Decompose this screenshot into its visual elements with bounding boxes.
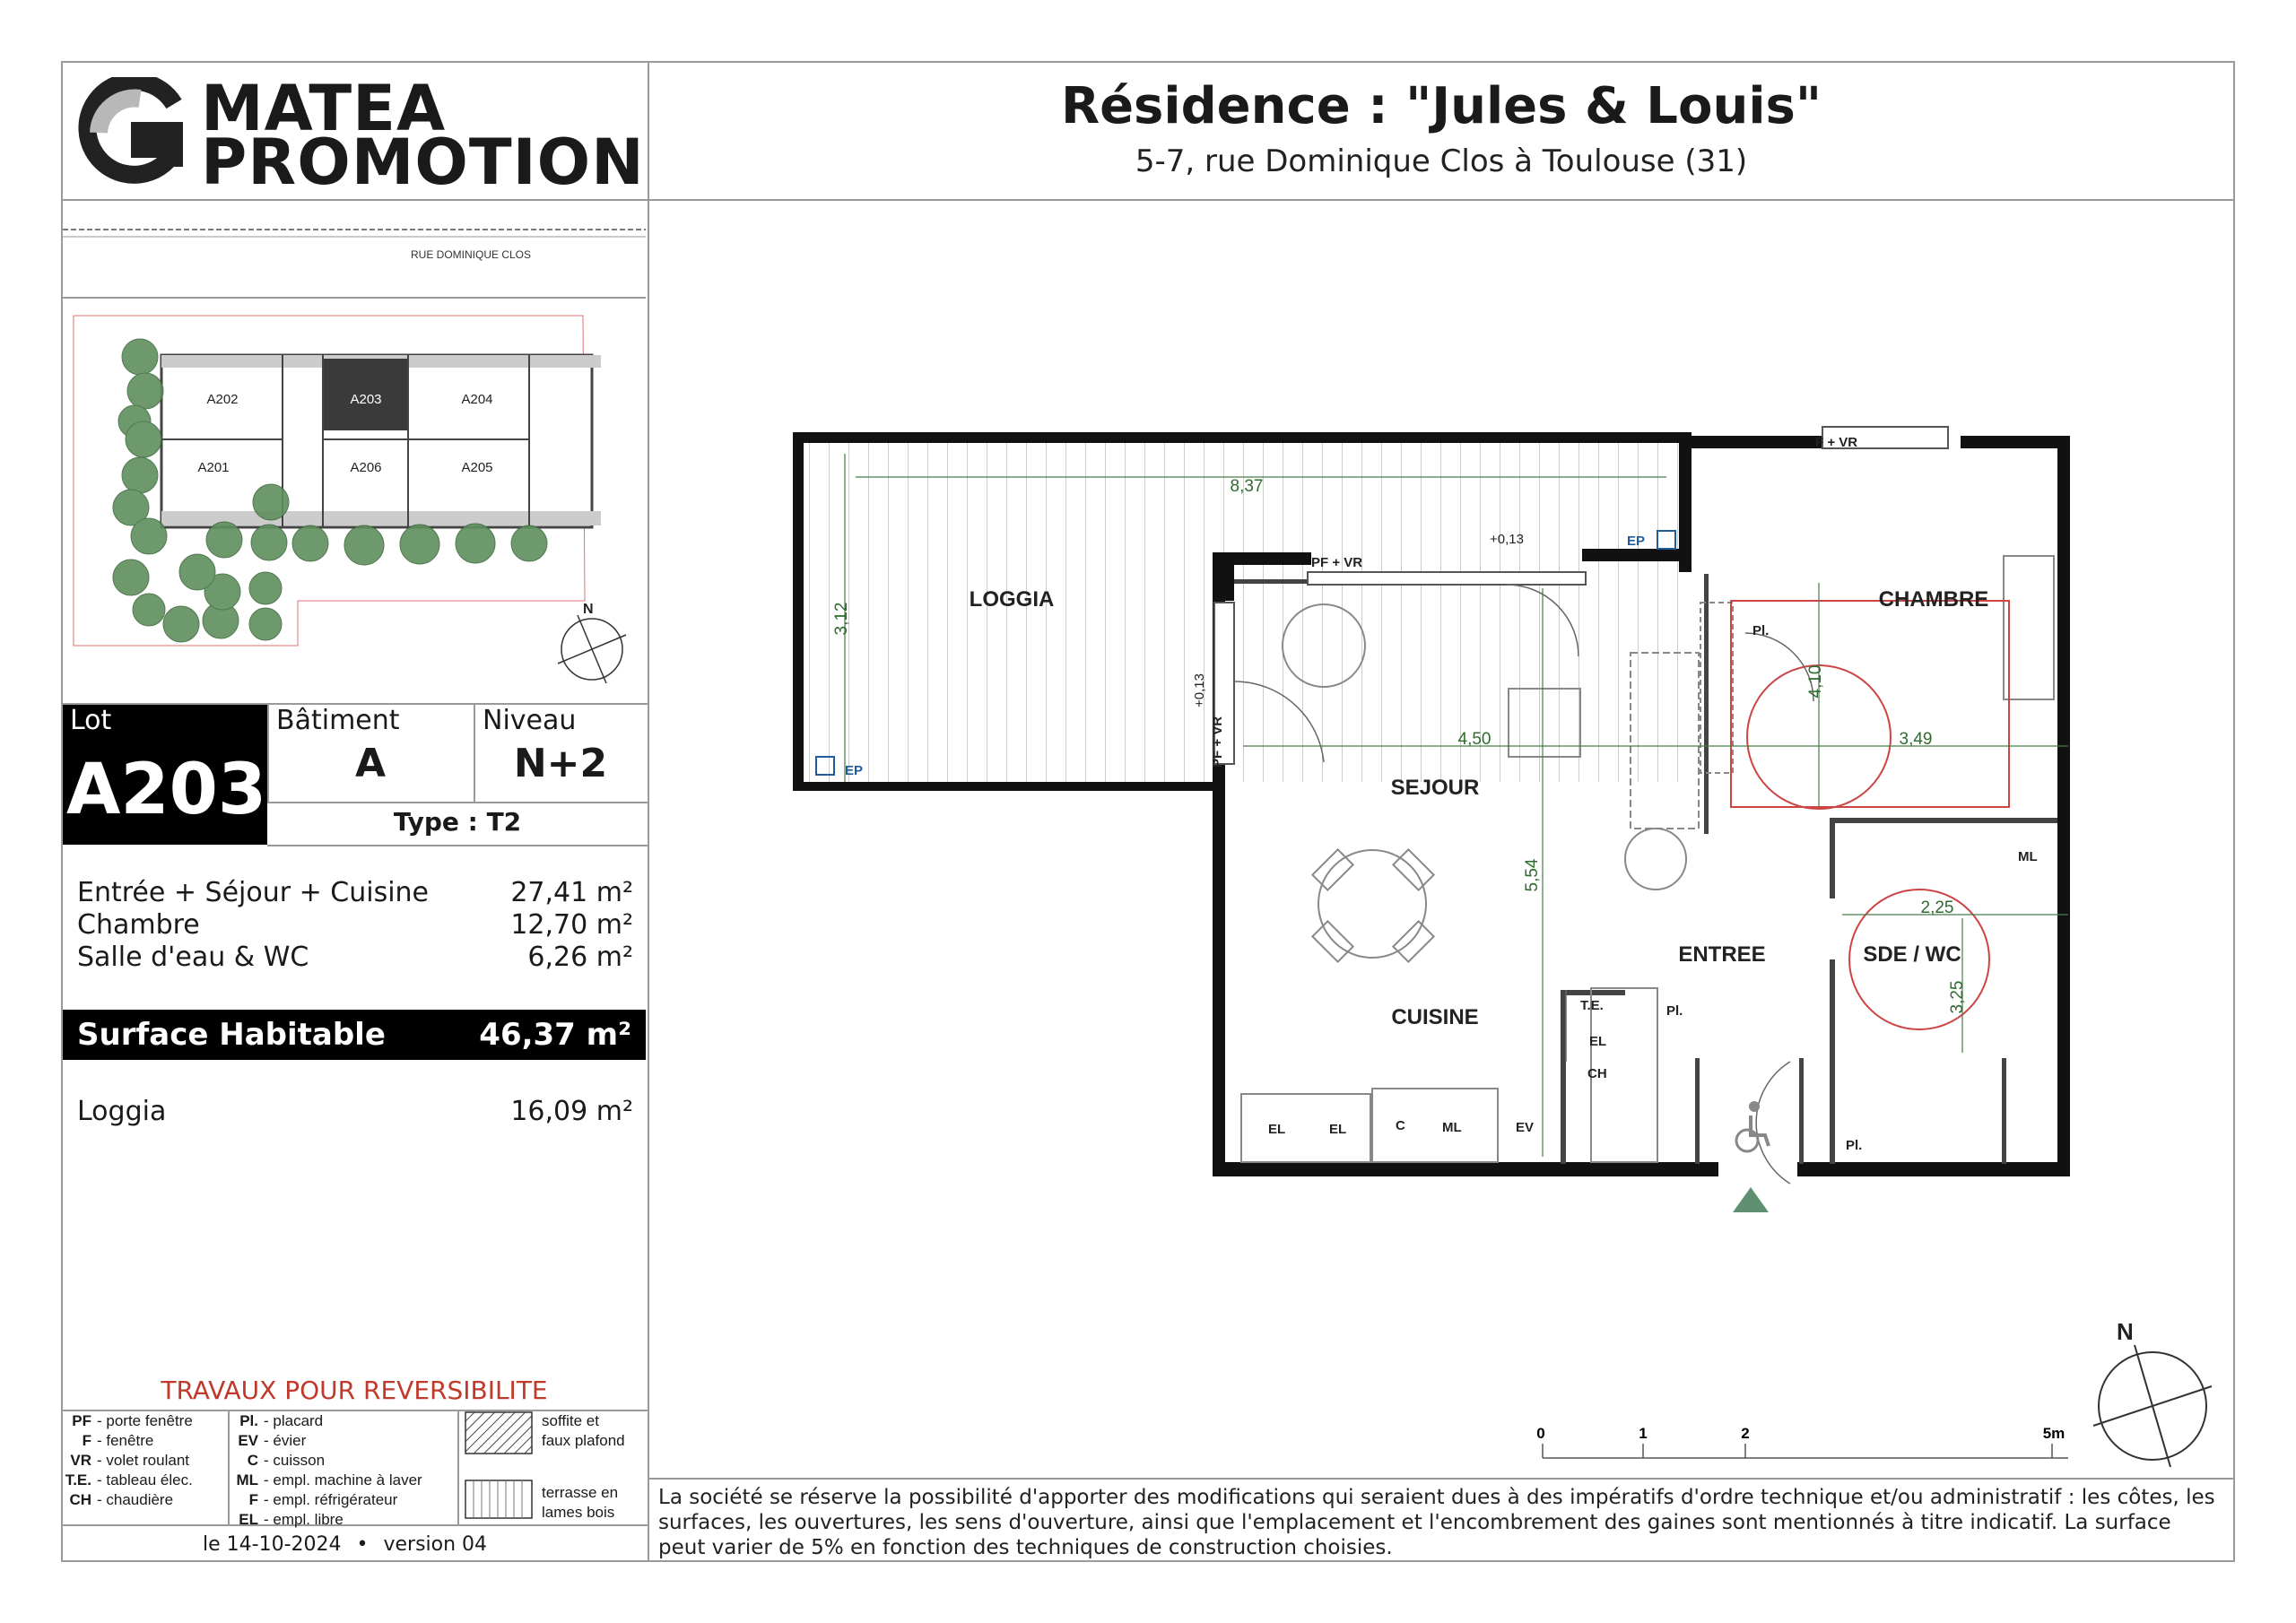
hatch-swatch-icon	[465, 1411, 533, 1454]
disclaimer-divider	[648, 1478, 2235, 1480]
hatch-label	[542, 1411, 625, 1451]
footer-date-version	[203, 1533, 487, 1556]
brand-line-2: PROMOTION	[201, 126, 645, 199]
room-sde: SDE / WC	[1863, 942, 1961, 967]
legend-divider-2	[457, 1410, 459, 1524]
label-ep-2: EP	[845, 763, 864, 778]
label-ml-2: ML	[2018, 849, 2038, 864]
legend-col-1	[65, 1411, 226, 1510]
legend-item: ML - empl. machine à laver	[236, 1471, 422, 1488]
lot-divider-3	[267, 802, 648, 803]
legend-item: T.E. - tableau élec.	[65, 1471, 193, 1488]
accessibility-icon	[1736, 1101, 1769, 1151]
label-te: T.E.	[1580, 998, 1604, 1013]
deck-swatch-icon	[465, 1480, 533, 1519]
site-north-icon	[558, 602, 626, 683]
brand-logo	[77, 72, 645, 199]
label-el-ch-2: CH	[1587, 1066, 1607, 1081]
north-label: N	[2117, 1318, 2134, 1345]
dim-level-1: +0,13	[1490, 532, 1524, 547]
footer-bullet: •	[356, 1533, 369, 1556]
residence-address: 5-7, rue Dominique Clos à Toulouse (31)	[1135, 143, 1748, 179]
surface-value: 27,41 m²	[510, 877, 633, 908]
label-c: C	[1396, 1118, 1405, 1133]
dim-chambre-h: 4,10	[1806, 664, 1825, 699]
site-lot-a202: A202	[206, 392, 239, 407]
dim-sde-h: 3,25	[1948, 980, 1967, 1014]
legend-item: VR - volet roulant	[70, 1452, 189, 1469]
site-lot-a203: A203	[350, 392, 382, 407]
legend-divider-1	[228, 1410, 230, 1524]
apartment-type: Type : T2	[393, 807, 522, 837]
legend-item: CH - chaudière	[69, 1491, 174, 1508]
header-divider	[61, 199, 2235, 201]
room-loggia: LOGGIA	[969, 587, 1055, 612]
site-north-label: N	[583, 602, 594, 617]
label-el-2: EL	[1329, 1122, 1347, 1137]
scale-1: 1	[1639, 1425, 1648, 1442]
footer-date: le 14-10-2024	[203, 1533, 342, 1556]
surface-name: Salle d'eau & WC	[77, 942, 309, 973]
surface-name: Chambre	[77, 909, 200, 941]
site-lot-a204: A204	[461, 392, 493, 407]
level-label: Niveau	[483, 705, 577, 736]
scale-5m: 5m	[2042, 1425, 2066, 1442]
lot-label: Lot	[70, 705, 112, 736]
scale-0: 0	[1536, 1425, 1545, 1442]
dim-chambre-w: 3,49	[1899, 730, 1933, 749]
dim-loggia-h: 3,12	[832, 602, 851, 636]
total-surface-value: 46,37 m²	[479, 1017, 631, 1053]
label-pl-1: Pl.	[1752, 623, 1770, 638]
floor-plan	[649, 203, 2233, 1476]
label-ep-1: EP	[1627, 534, 1646, 549]
site-plan	[63, 215, 646, 699]
lot-divider-4	[267, 845, 648, 846]
site-lot-a201: A201	[197, 460, 230, 475]
total-surface-bar	[63, 1010, 646, 1060]
annex-name: Loggia	[77, 1096, 167, 1127]
room-cuisine: CUISINE	[1391, 1005, 1479, 1029]
entry-arrow-icon	[1733, 1187, 1769, 1212]
lot-box	[63, 705, 267, 845]
residence-title: Résidence : "Jules & Louis"	[1060, 77, 1822, 135]
dim-loggia-w: 8,37	[1230, 477, 1264, 496]
room-entree: ENTREE	[1678, 942, 1766, 967]
label-fvr: F + VR	[1815, 435, 1858, 450]
deck-label	[542, 1483, 618, 1523]
surface-value: 6,26 m²	[527, 942, 633, 973]
total-surface-label: Surface Habitable	[77, 1017, 386, 1053]
label-pfvr-1: PF + VR	[1311, 555, 1363, 570]
legend-item: Pl. - placard	[239, 1412, 324, 1429]
dim-level-2: +0,13	[1192, 673, 1207, 707]
brand-mark-icon	[77, 77, 183, 188]
scale-bar	[1536, 1425, 2068, 1458]
label-pl-2: Pl.	[1666, 1003, 1683, 1019]
label-el-1: EL	[1268, 1122, 1286, 1137]
site-lot-a205: A205	[461, 460, 493, 475]
annex-value: 16,09 m²	[510, 1096, 633, 1127]
room-sejour: SEJOUR	[1390, 776, 1480, 800]
label-pfvr-2: PF + VR	[1210, 716, 1225, 768]
site-lot-a206: A206	[350, 460, 382, 475]
building-value: A	[354, 741, 387, 786]
legend-col-2	[231, 1411, 456, 1530]
legend-item: EL - empl. libre	[239, 1511, 344, 1528]
dim-sejour-h: 5,54	[1523, 858, 1542, 892]
legend-item: C - cuisson	[247, 1452, 326, 1469]
north-compass-icon	[2093, 1318, 2212, 1467]
brand-line-1: MATEA	[201, 72, 447, 145]
hatch-label-line-1: soffite et	[542, 1412, 599, 1429]
legend-title: TRAVAUX POUR REVERSIBILITE	[161, 1376, 548, 1405]
label-el-ch-1: EL	[1589, 1034, 1607, 1049]
building-label: Bâtiment	[276, 705, 400, 736]
label-pl-3: Pl.	[1846, 1138, 1863, 1153]
footer-version: version 04	[383, 1533, 488, 1556]
scale-2: 2	[1741, 1425, 1750, 1442]
label-ml-1: ML	[1442, 1120, 1462, 1135]
disclaimer-text: La société se réserve la possibilité d'apporter des modifications qui seraient dues à des impératifs d'ordre technique et/ou administratif : les côtes, les surfaces, les ouvertures, les sens d'ouverture, ainsi que l'emplacement et l'encombrement des gaines sont mentionnés à titre indicatif. La surface peut varier de 5% en fonction des techniques de construction choisies.	[658, 1486, 2215, 1559]
dim-sejour-w: 4,50	[1457, 730, 1492, 749]
room-chambre: CHAMBRE	[1878, 587, 1989, 612]
legend-item: EV - évier	[238, 1432, 307, 1449]
surface-value: 12,70 m²	[510, 909, 633, 941]
surface-name: Entrée + Séjour + Cuisine	[77, 877, 430, 908]
legend-item: PF - porte fenêtre	[72, 1412, 193, 1429]
dim-sde-w: 2,25	[1920, 898, 1954, 917]
legend-item: F - empl. réfrigérateur	[248, 1491, 398, 1508]
level-value: N+2	[513, 741, 608, 786]
label-ev: EV	[1516, 1120, 1535, 1135]
deck-label-line-2: lames bois	[542, 1504, 615, 1521]
site-street-label: RUE DOMINIQUE CLOS	[411, 248, 532, 261]
deck-label-line-1: terrasse en	[542, 1484, 619, 1501]
legend-item: F - fenêtre	[82, 1432, 154, 1449]
hatch-label-line-2: faux plafond	[542, 1432, 625, 1449]
lot-value: A203	[66, 750, 267, 830]
